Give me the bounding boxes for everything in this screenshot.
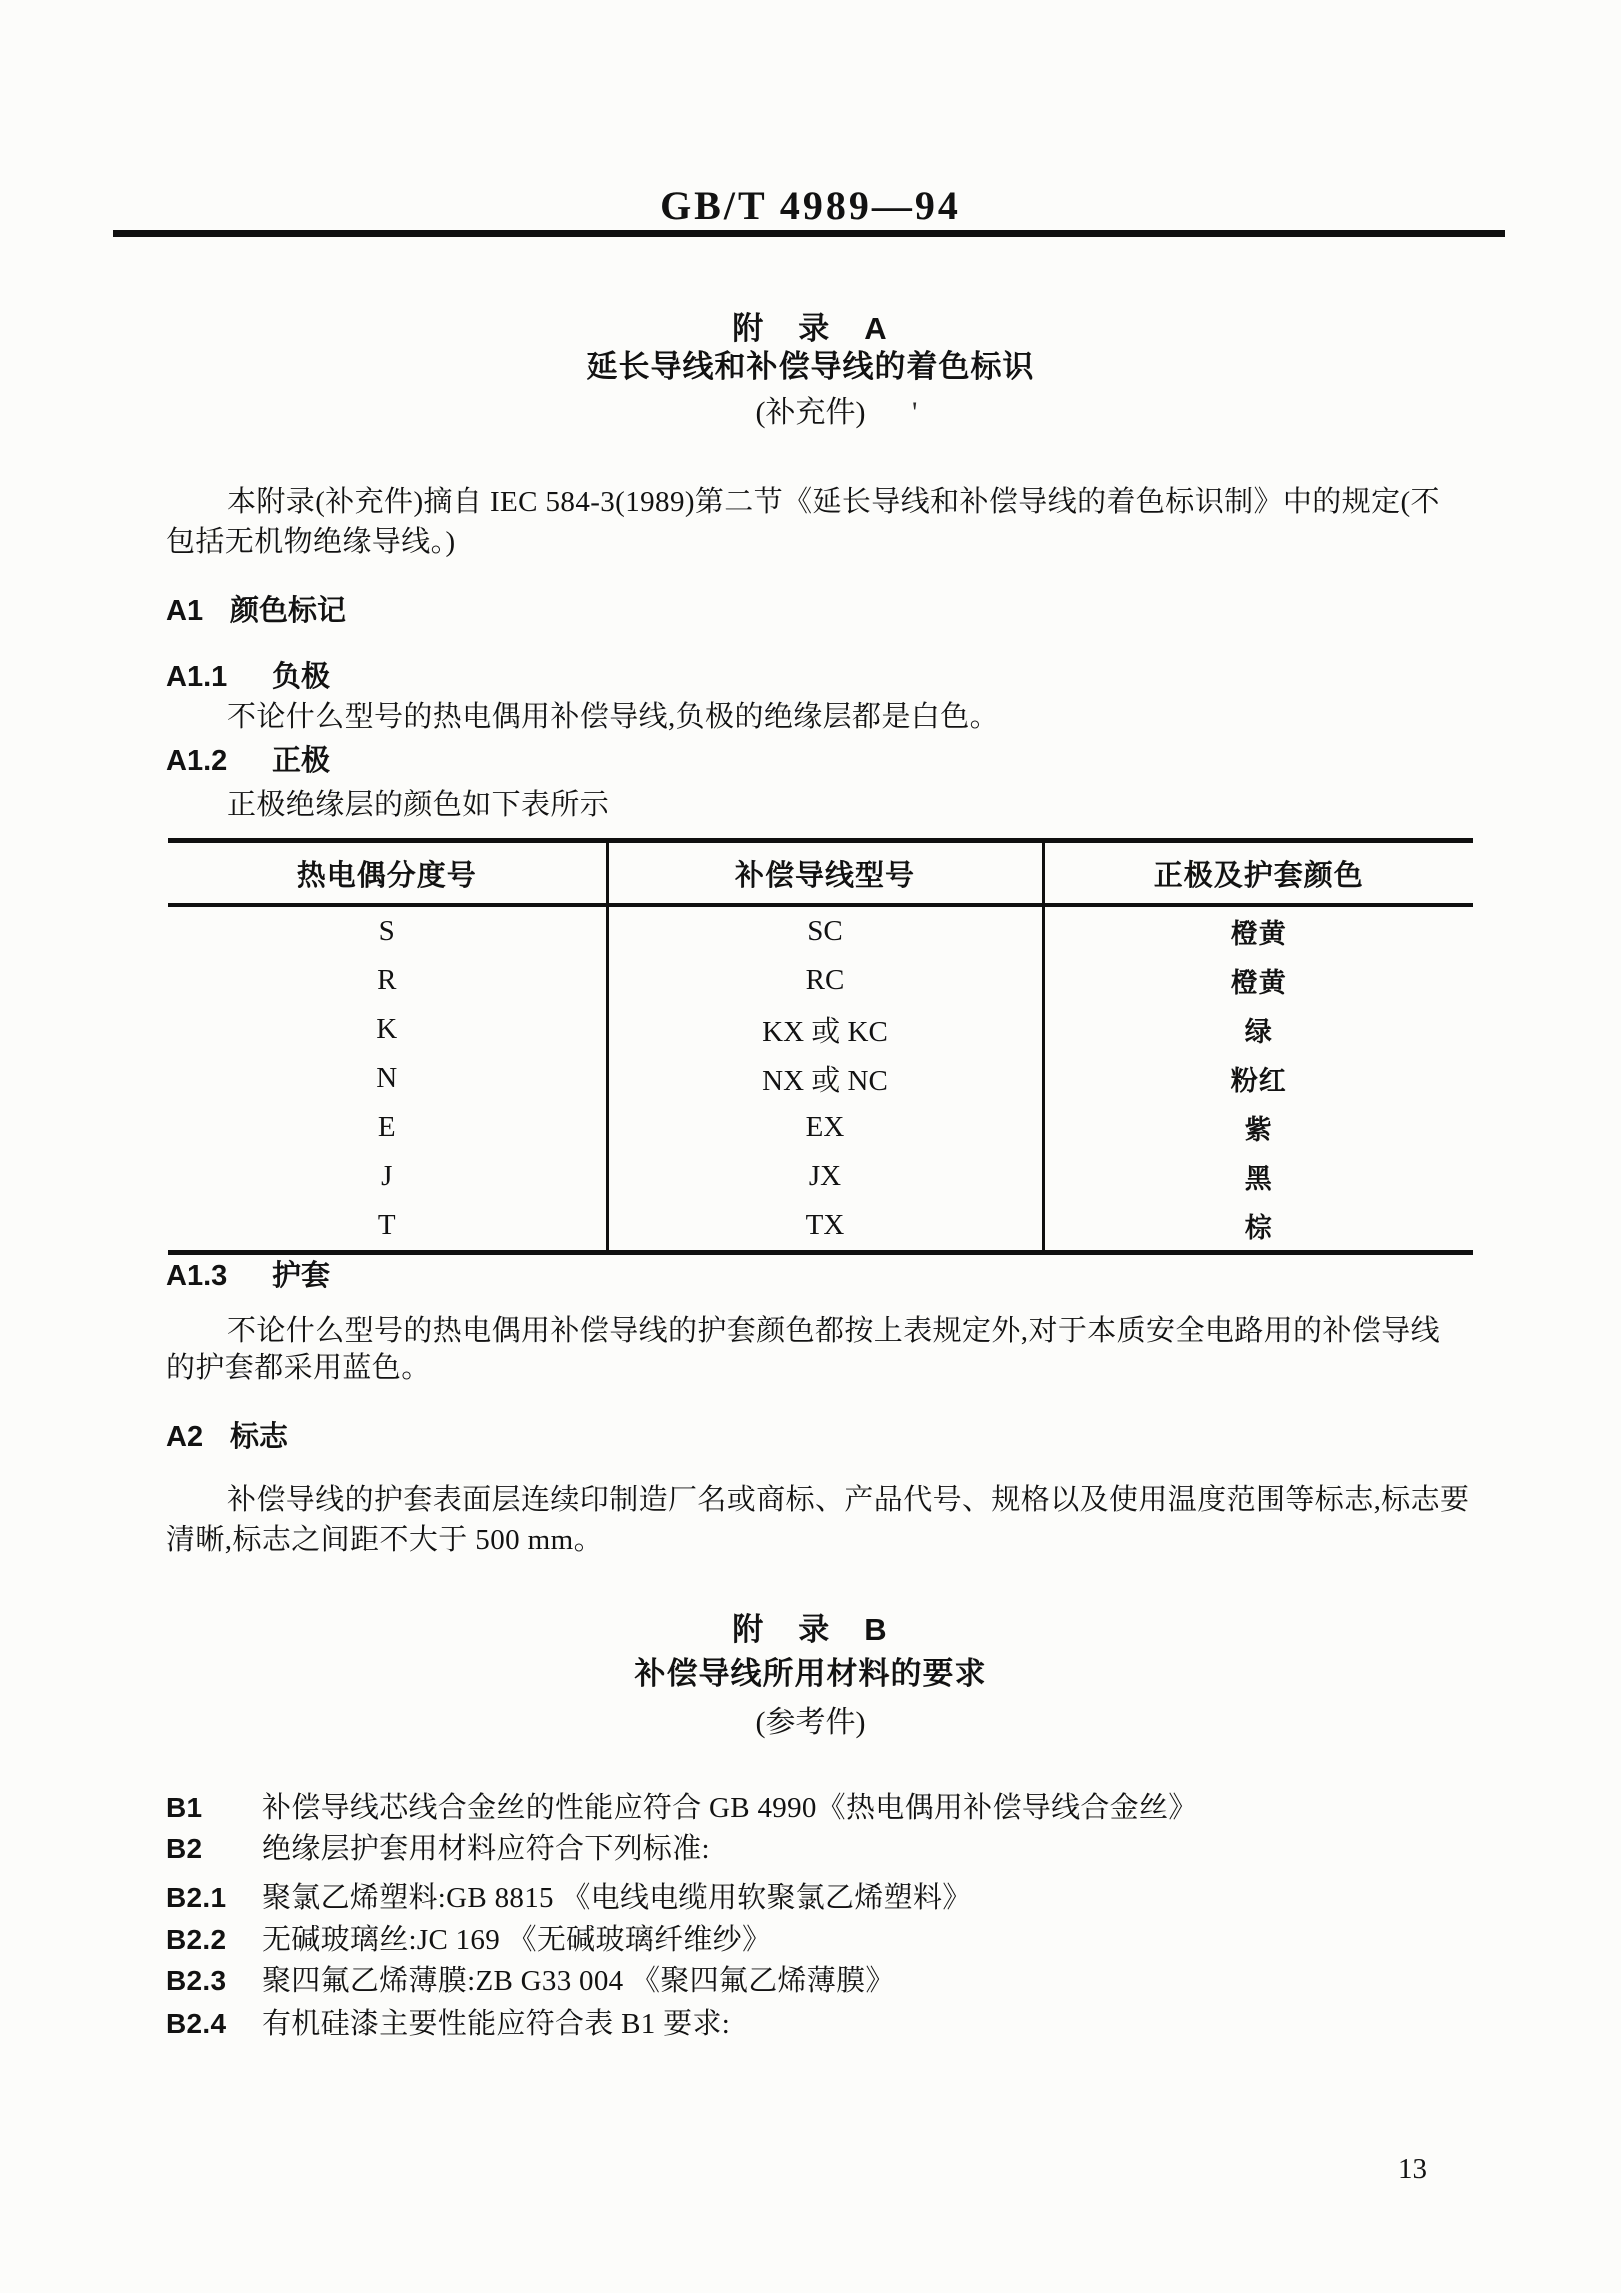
page-number: 13 <box>1398 2153 1427 2185</box>
table-row <box>168 956 1473 1005</box>
cell-wire-model: NX 或 NC <box>607 1054 1043 1103</box>
section-number: A1.1 <box>166 661 228 693</box>
appendix-a-subtitle: (补充件) <box>755 396 866 429</box>
section-a1-3-line-1: 不论什么型号的热电偶用补偿导线的护套颜色都按上表规定外,对于本质安全电路用的补偿导线 <box>227 1315 1441 1347</box>
section-title: 正极 <box>272 745 331 777</box>
table-row <box>168 1201 1473 1253</box>
cell-wire-model: EX <box>607 1103 1043 1152</box>
item-number: B2.1 <box>166 1882 227 1913</box>
col-header-positive-sheath-color: 正极及护套颜色 <box>1043 841 1473 906</box>
item-number: B1 <box>166 1792 203 1823</box>
item-text: 有机硅漆主要性能应符合表 B1 要求: <box>262 2008 731 2040</box>
section-number: A1 <box>166 595 204 627</box>
scan-artifact-mark: ' <box>912 396 918 429</box>
section-a1-1-body: 不论什么型号的热电偶用补偿导线,负极的绝缘层都是白色。 <box>227 701 1000 733</box>
section-a2-heading <box>166 1421 288 1454</box>
appendix-a-intro-line-2: 包括无机物绝缘导线。) <box>166 526 456 558</box>
section-title: 标志 <box>230 1421 289 1453</box>
section-a1-3-line-2: 的护套都采用蓝色。 <box>166 1352 431 1384</box>
item-text: 补偿导线芯线合金丝的性能应符合 GB 4990《热电偶用补偿导线合金丝》 <box>262 1792 1198 1824</box>
item-number: B2.4 <box>166 2008 227 2039</box>
positive-color-table <box>168 838 1473 1255</box>
cell-wire-model: KX 或 KC <box>607 1005 1043 1054</box>
col-header-wire-model: 补偿导线型号 <box>607 841 1043 906</box>
col-header-thermocouple-index: 热电偶分度号 <box>168 841 607 906</box>
header-rule <box>113 230 1505 237</box>
item-b2-4 <box>166 2008 730 2041</box>
cell-thermocouple-index: E <box>168 1103 607 1152</box>
section-title: 颜色标记 <box>230 595 347 627</box>
section-a1-3-heading <box>166 1260 330 1293</box>
item-number: B2.3 <box>166 1965 227 1996</box>
cell-thermocouple-index: J <box>168 1152 607 1201</box>
cell-color: 橙黄 <box>1230 919 1287 949</box>
section-title: 负极 <box>272 661 331 693</box>
section-a2-line-2: 清晰,标志之间距不大于 500 mm。 <box>166 1524 603 1556</box>
item-number: B2.2 <box>166 1924 227 1955</box>
cell-thermocouple-index: S <box>168 905 607 956</box>
table-header-row <box>168 841 1473 906</box>
appendix-a-title: 延长导线和补偿导线的着色标识 <box>586 349 1035 384</box>
cell-color: 绿 <box>1244 1017 1273 1047</box>
item-text: 绝缘层护套用材料应符合下列标准: <box>262 1833 710 1865</box>
cell-color: 橙黄 <box>1230 968 1287 998</box>
cell-color: 黑 <box>1244 1164 1273 1194</box>
item-text: 聚四氟乙烯薄膜:ZB G33 004 《聚四氟乙烯薄膜》 <box>262 1965 895 1997</box>
table-row <box>168 1005 1473 1054</box>
section-number: A1.3 <box>166 1260 228 1292</box>
cell-wire-model: SC <box>607 905 1043 956</box>
section-a1-heading <box>166 595 346 628</box>
cell-color: 粉红 <box>1230 1066 1287 1096</box>
table-row <box>168 1054 1473 1103</box>
item-b2-1 <box>166 1882 972 1915</box>
section-title: 护套 <box>272 1260 331 1292</box>
appendix-a-label: 附 录 A <box>732 311 889 346</box>
cell-thermocouple-index: R <box>168 956 607 1005</box>
appendix-a-intro-line-1: 本附录(补充件)摘自 IEC 584-3(1989)第二节《延长导线和补偿导线的着色标识制》中的规定(不 <box>227 486 1440 518</box>
cell-color: 紫 <box>1244 1115 1273 1145</box>
standard-number: GB/T 4989—94 <box>660 183 961 228</box>
cell-color: 棕 <box>1244 1213 1273 1243</box>
appendix-b-label: 附 录 B <box>732 1612 889 1647</box>
section-a1-1-heading <box>166 661 330 694</box>
item-b2-2 <box>166 1924 771 1957</box>
cell-wire-model: TX <box>607 1201 1043 1253</box>
item-number: B2 <box>166 1833 203 1864</box>
cell-thermocouple-index: K <box>168 1005 607 1054</box>
section-number: A2 <box>166 1421 204 1453</box>
item-b1 <box>166 1792 1198 1825</box>
item-b2 <box>166 1833 710 1866</box>
item-text: 无碱玻璃丝:JC 169 《无碱玻璃纤维纱》 <box>262 1924 772 1956</box>
section-a1-2-heading <box>166 745 330 778</box>
cell-thermocouple-index: N <box>168 1054 607 1103</box>
cell-thermocouple-index: T <box>168 1201 607 1253</box>
item-text: 聚氯乙烯塑料:GB 8815 《电线电缆用软聚氯乙烯塑料》 <box>262 1882 972 1914</box>
cell-wire-model: RC <box>607 956 1043 1005</box>
section-number: A1.2 <box>166 745 228 777</box>
section-a2-line-1: 补偿导线的护套表面层连续印制造厂名或商标、产品代号、规格以及使用温度范围等标志,标志要 <box>227 1484 1470 1516</box>
appendix-b-subtitle: (参考件) <box>755 1706 866 1739</box>
table-row <box>168 1103 1473 1152</box>
cell-wire-model: JX <box>607 1152 1043 1201</box>
item-b2-3 <box>166 1965 895 1998</box>
section-a1-2-body: 正极绝缘层的颜色如下表所示 <box>227 789 610 821</box>
appendix-b-title: 补偿导线所用材料的要求 <box>634 1656 987 1691</box>
table-row <box>168 1152 1473 1201</box>
table-row <box>168 905 1473 956</box>
